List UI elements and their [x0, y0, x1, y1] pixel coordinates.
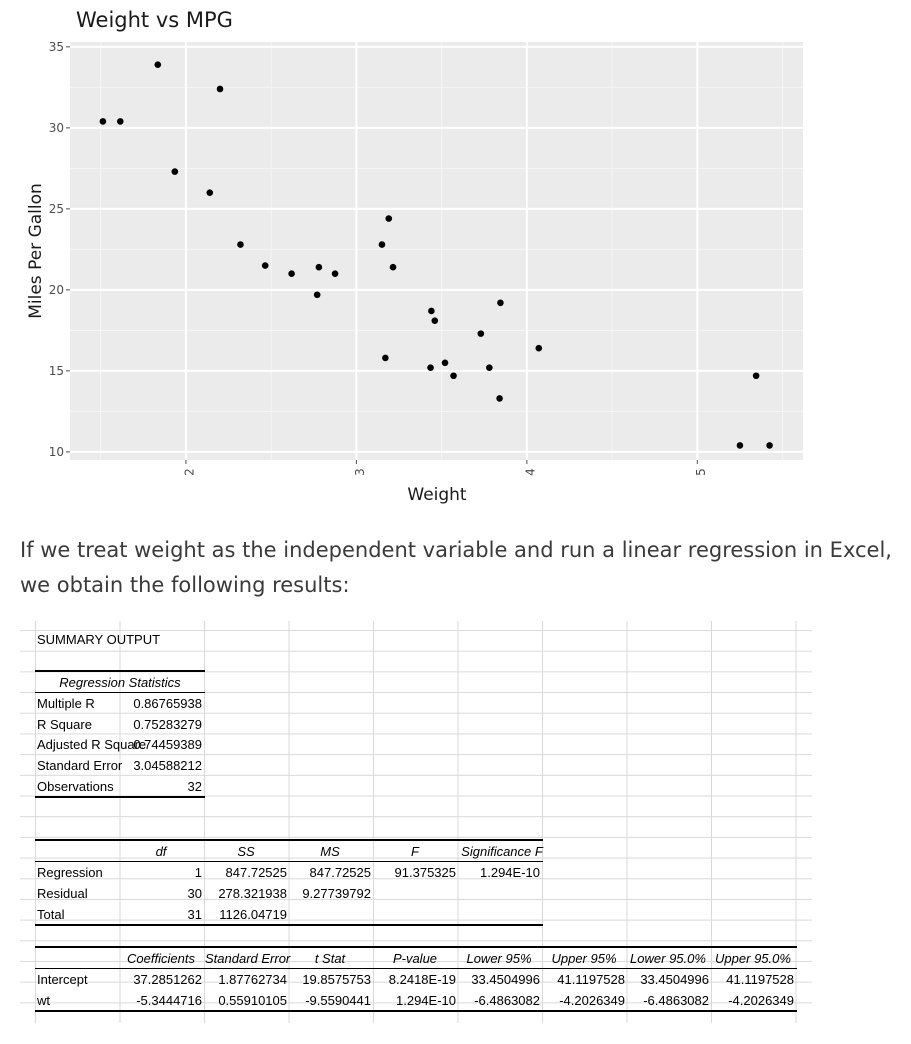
coef-header: Lower 95.0% — [630, 951, 706, 966]
data-point — [385, 215, 392, 222]
y-axis-ticks — [49, 40, 70, 459]
data-point — [766, 442, 773, 449]
data-point — [154, 61, 161, 68]
x-tick-label: 5 — [693, 468, 708, 476]
stat-value: 3.04588212 — [133, 758, 202, 773]
data-point — [382, 355, 389, 362]
y-tick-label: 25 — [48, 201, 64, 216]
y-tick-label: 30 — [48, 120, 64, 135]
stat-label: Observations — [37, 779, 114, 794]
data-point — [100, 118, 107, 125]
coef-value: -9.5590441 — [305, 993, 371, 1008]
anova-header-ms: MS — [320, 844, 340, 859]
rule-anova-header — [35, 861, 543, 862]
rule-stats-top — [35, 670, 205, 672]
data-point — [316, 264, 323, 271]
coef-value: 0.55910105 — [218, 993, 287, 1008]
chart-title: Weight vs MPG — [76, 8, 233, 32]
data-point — [217, 86, 224, 93]
rule-stats-header — [35, 692, 205, 693]
anova-ss: 278.321938 — [218, 886, 287, 901]
coef-value: 33.4504996 — [471, 972, 540, 987]
coef-value: 8.2418E-19 — [388, 972, 456, 987]
data-point — [172, 168, 179, 175]
anova-df: 30 — [187, 886, 202, 901]
data-point — [332, 270, 339, 277]
stat-value: 0.86765938 — [133, 696, 202, 711]
coef-value: -5.3444716 — [136, 993, 202, 1008]
y-tick-label: 10 — [48, 444, 64, 459]
anova-row-label: Residual — [37, 886, 88, 901]
anova-ms: 847.72525 — [309, 865, 371, 880]
summary-title: SUMMARY OUTPUT — [37, 632, 161, 647]
coef-value: -4.2026349 — [559, 993, 625, 1008]
data-point — [478, 330, 485, 337]
coef-value: 37.2851262 — [133, 972, 202, 987]
intro-paragraph: If we treat weight as the independent variable and run a linear regression in Excel, we obtain the following results: — [20, 538, 892, 597]
rule-stats-bottom — [35, 796, 205, 798]
coef-value: 33.4504996 — [640, 972, 709, 987]
rule-anova-top — [35, 839, 543, 841]
data-point — [486, 364, 493, 371]
coef-value: 1.294E-10 — [396, 993, 456, 1008]
regression-statistics-header: Regression Statistics — [59, 675, 181, 690]
data-point — [379, 241, 386, 248]
coef-value: 41.1197528 — [726, 972, 794, 987]
anova-header-df: df — [155, 844, 167, 859]
data-point — [442, 359, 449, 366]
x-axis-title: Weight — [407, 485, 467, 505]
data-point — [450, 372, 457, 379]
coef-header: Upper 95% — [551, 951, 617, 966]
data-point — [737, 442, 744, 449]
coef-header: Standard Error — [205, 951, 291, 966]
excel-regression-output — [20, 621, 812, 1023]
y-tick-label: 35 — [48, 39, 64, 54]
data-point — [237, 241, 244, 248]
data-point — [753, 372, 760, 379]
anova-ss: 847.72525 — [225, 865, 287, 880]
coef-header: P-value — [392, 951, 438, 966]
data-point — [496, 395, 503, 402]
stat-value: 0.74459389 — [133, 737, 202, 752]
data-point — [431, 317, 438, 324]
coef-header: Coefficients — [127, 951, 195, 966]
data-point — [535, 345, 542, 352]
data-point — [314, 291, 321, 298]
anova-significance-f: 1.294E-10 — [480, 865, 540, 880]
stat-label: Adjusted R Square — [37, 737, 147, 752]
anova-row-label: Total — [37, 907, 65, 922]
anova-ms: 9.27739792 — [302, 886, 371, 901]
coef-value: -6.4863082 — [643, 993, 709, 1008]
coef-value: 41.1197528 — [557, 972, 625, 987]
stat-value: 0.75283279 — [133, 717, 202, 732]
data-point — [497, 300, 504, 307]
anova-header-f: F — [411, 844, 419, 859]
anova-df: 1 — [194, 865, 202, 880]
x-tick-label: 3 — [352, 468, 367, 476]
rule-coef-header — [35, 968, 797, 969]
x-tick-label: 2 — [182, 468, 197, 476]
coef-value: 19.8575753 — [302, 972, 371, 987]
data-point — [428, 308, 435, 315]
data-point — [206, 189, 213, 196]
x-axis-ticks — [182, 460, 707, 476]
coef-row-label: Intercept — [37, 972, 88, 987]
data-point — [262, 262, 269, 269]
y-tick-label: 20 — [48, 282, 64, 297]
rule-coef-top — [35, 946, 797, 948]
stat-label: Standard Error — [37, 758, 123, 773]
scatter-chart — [0, 0, 911, 520]
data-point — [390, 264, 397, 271]
data-point — [117, 118, 124, 125]
coef-row-label: wt — [37, 993, 50, 1008]
anova-header-ss: SS — [237, 844, 255, 859]
stat-label: Multiple R — [37, 696, 95, 711]
x-tick-label: 4 — [523, 468, 538, 476]
anova-df: 31 — [187, 907, 202, 922]
coef-header: Upper 95.0% — [715, 951, 791, 966]
stat-value: 32 — [187, 779, 202, 794]
coef-value: -4.2026349 — [728, 993, 794, 1008]
coef-value: 1.87762734 — [218, 972, 287, 987]
stat-label: R Square — [37, 717, 92, 732]
y-tick-label: 15 — [48, 363, 64, 378]
anova-ss: 1126.04719 — [219, 907, 287, 922]
plot-panel — [70, 42, 803, 460]
coef-value: -6.4863082 — [474, 993, 540, 1008]
anova-f: 91.375325 — [394, 865, 456, 880]
rule-anova-bottom — [35, 924, 543, 926]
data-point — [427, 364, 434, 371]
coef-header: Lower 95% — [466, 951, 532, 966]
anova-header-significance-f: Significance F — [461, 844, 543, 859]
anova-row-label: Regression — [37, 865, 103, 880]
rule-coef-bottom — [35, 1010, 797, 1012]
data-point — [288, 270, 295, 277]
y-axis-title: Miles Per Gallon — [26, 183, 46, 319]
coef-header: t Stat — [314, 951, 346, 966]
